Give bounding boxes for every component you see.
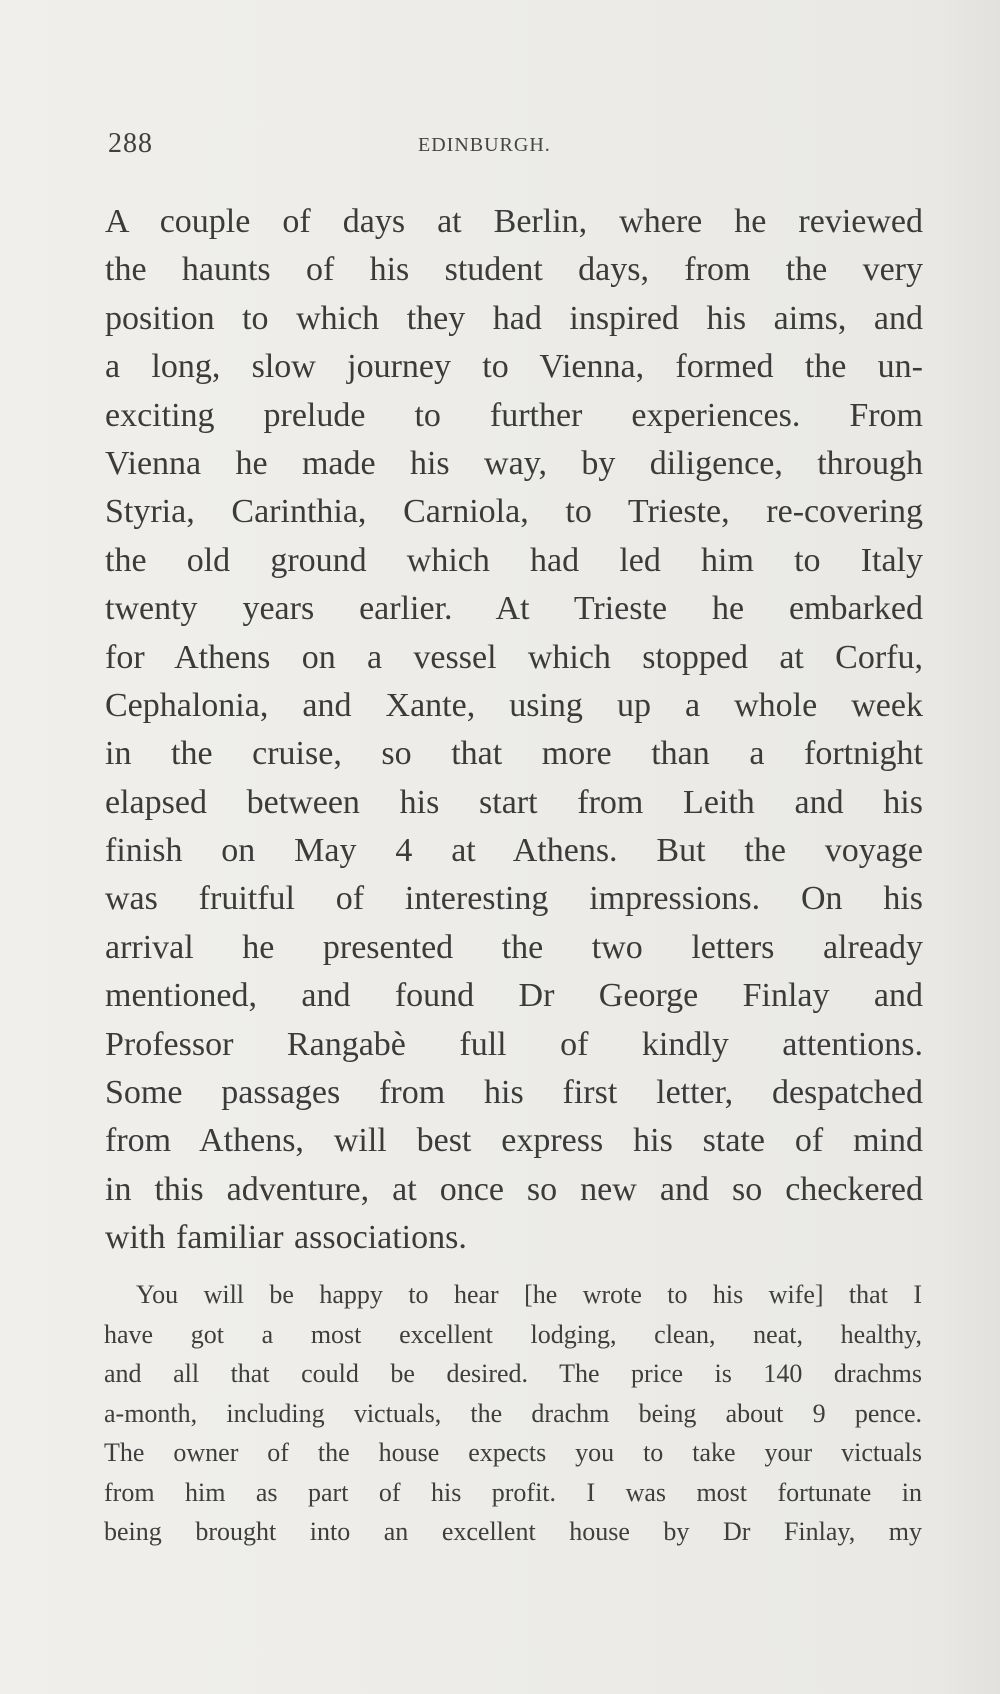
body-line: a long, slow journey to Vienna, formed the un- xyxy=(105,348,923,386)
body-line: Some passages from his first letter, despatched xyxy=(105,1074,923,1112)
running-title: EDINBURGH. xyxy=(418,134,551,156)
body-line: Vienna he made his way, by diligence, through xyxy=(105,444,923,482)
body-line: the haunts of his student days, from the very xyxy=(105,251,923,289)
body-line: with familiar associations. xyxy=(105,1219,467,1257)
body-line: mentioned, and found Dr George Finlay and xyxy=(105,977,923,1015)
quote-line: a-month, including victuals, the drachm being about 9 pence. xyxy=(104,1398,922,1428)
body-line: elapsed between his start from Leith and his xyxy=(105,783,923,821)
body-line: the old ground which had led him to Italy xyxy=(105,541,923,579)
body-line: A couple of days at Berlin, where he reviewed xyxy=(105,203,923,240)
body-line: position to which they had inspired his aims, and xyxy=(105,299,923,337)
body-line: in this adventure, at once so new and so checkered xyxy=(105,1170,923,1208)
body-line: in the cruise, so that more than a fortnight xyxy=(105,735,923,773)
body-line: exciting prelude to further experiences. From xyxy=(105,396,923,434)
body-line: arrival he presented the two letters already xyxy=(105,928,923,966)
block-quote xyxy=(104,1275,922,1552)
page-number: 288 xyxy=(108,128,153,159)
body-line: was fruitful of interesting impressions. On his xyxy=(105,880,923,918)
running-head xyxy=(108,128,920,168)
quote-line: and all that could be desired. The price is 140 drachms xyxy=(104,1359,922,1388)
body-line: Cephalonia, and Xante, using up a whole week xyxy=(105,686,923,724)
body-line: finish on May 4 at Athens. But the voyage xyxy=(105,832,923,870)
quote-line: being brought into an excellent house by Dr Finlay, my xyxy=(104,1517,922,1546)
body-line: Professor Rangabè full of kindly attentions. xyxy=(105,1025,923,1063)
quote-line: have got a most excellent lodging, clean, neat, healthy, xyxy=(104,1319,922,1349)
body-line: Styria, Carinthia, Carniola, to Trieste, re-covering xyxy=(105,493,923,531)
quote-line: from him as part of his profit. I was most fortunate in xyxy=(104,1477,922,1507)
body-line: from Athens, will best express his state of mind xyxy=(105,1122,923,1160)
quote-line: You will be happy to hear [he wrote to his wife] that I xyxy=(136,1280,922,1309)
body-paragraph xyxy=(105,198,923,1263)
page-edge-shading xyxy=(930,0,1000,1694)
quote-line: The owner of the house expects you to take your victuals xyxy=(104,1438,922,1467)
body-line: for Athens on a vessel which stopped at Corfu, xyxy=(105,638,923,676)
body-line: twenty years earlier. At Trieste he embarked xyxy=(105,590,923,628)
